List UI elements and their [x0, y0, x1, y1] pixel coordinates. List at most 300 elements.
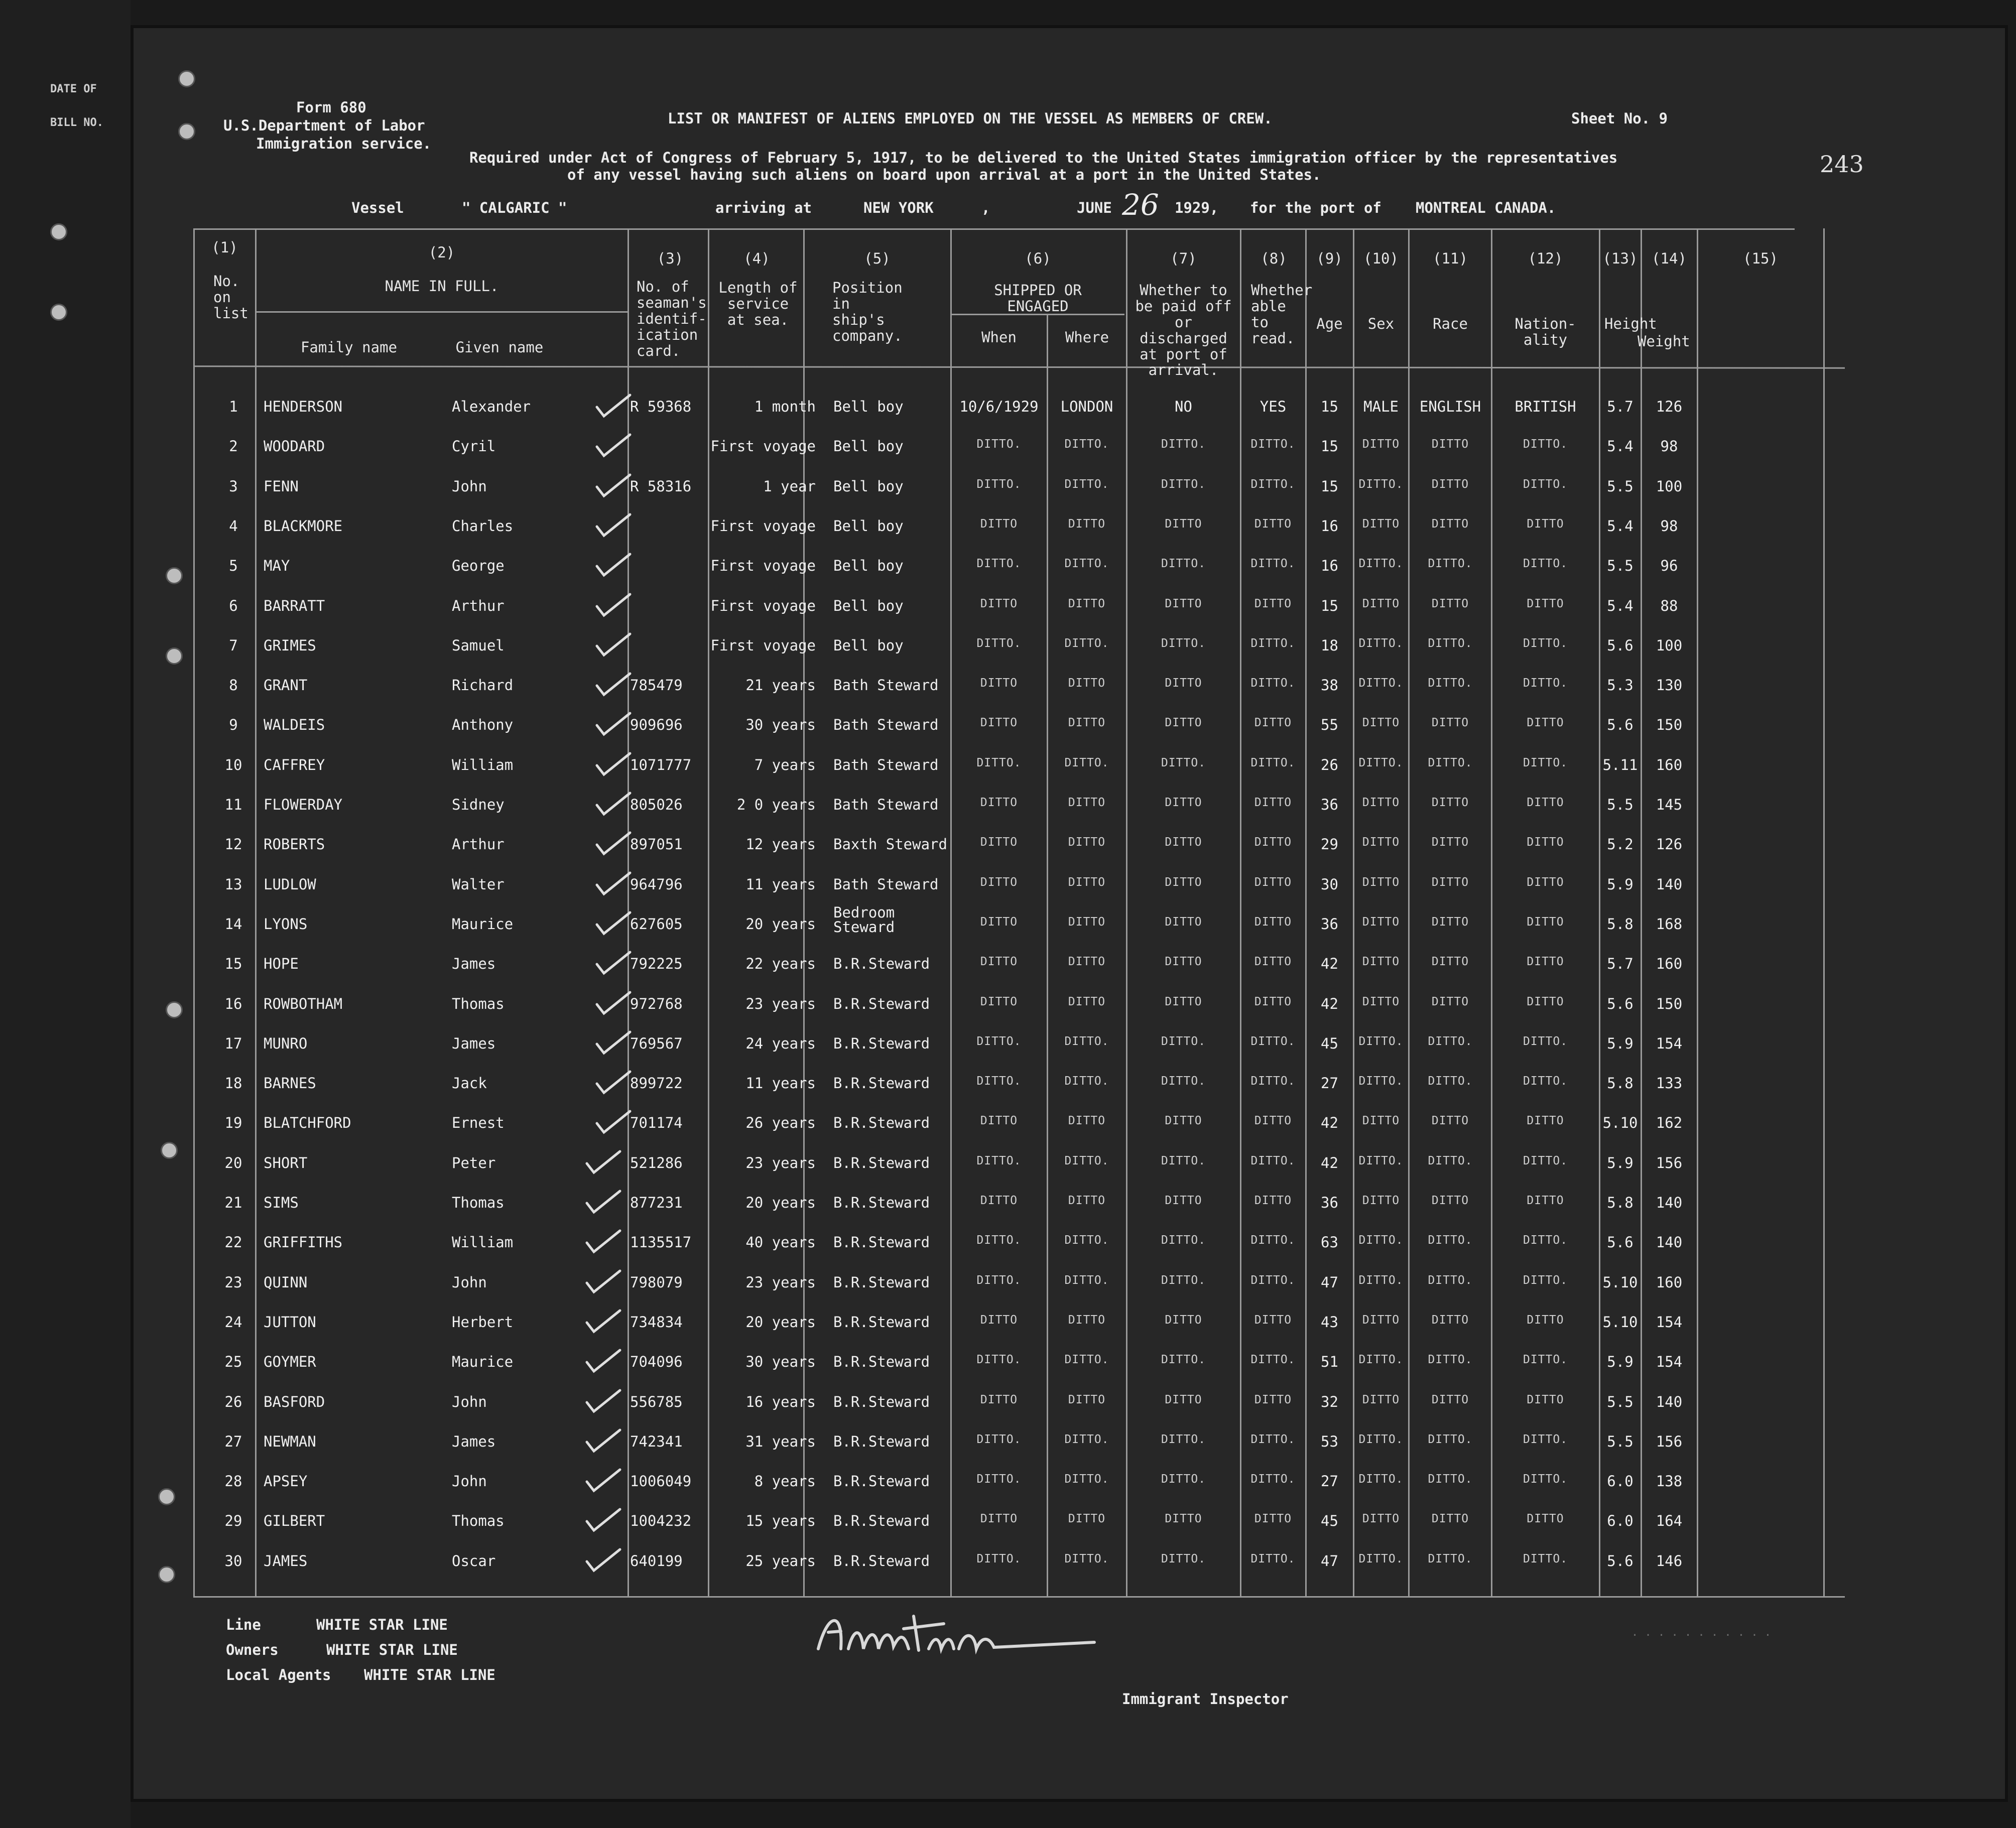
given-name-cell: Cyril: [452, 438, 496, 455]
age-cell: 38: [1321, 677, 1338, 694]
paid-off-cell: DITTO.: [1161, 636, 1206, 650]
weight-cell: 154: [1656, 1353, 1683, 1371]
seaman-card-cell: 521286: [630, 1154, 683, 1171]
age-cell: 15: [1321, 438, 1338, 455]
height-cell: 5.8: [1607, 1075, 1633, 1092]
service-length-cell: 11 years: [745, 875, 816, 893]
col4-header: Length of service at sea.: [718, 279, 798, 328]
paid-off-cell: NO: [1175, 398, 1192, 415]
seaman-card-cell: R 58316: [630, 477, 692, 495]
service-length-cell: 31 years: [745, 1432, 816, 1450]
col-rule: [803, 228, 805, 1596]
seaman-card-cell: 897051: [630, 836, 683, 853]
act-requirement-line-2: of any vessel having such aliens on board upon arrival at a port in the United States.: [567, 166, 1321, 183]
able-to-read-cell: DITTO: [1254, 1114, 1292, 1128]
service-length-cell: 40 years: [745, 1234, 816, 1251]
shipped-where-cell: DITTO.: [1064, 756, 1109, 769]
position-cell: B.R.Steward: [833, 1393, 930, 1410]
race-cell: DITTO: [1431, 1194, 1469, 1207]
service-length-cell: 24 years: [745, 1034, 816, 1052]
sex-cell: DITTO.: [1358, 636, 1404, 650]
row-number: 23: [224, 1273, 242, 1291]
service-length-cell: 7 years: [754, 756, 816, 773]
owners-label: Owners: [226, 1641, 279, 1658]
row-number: 25: [224, 1353, 242, 1371]
shipped-when-cell: DITTO.: [976, 438, 1022, 451]
age-cell: 53: [1321, 1432, 1338, 1450]
family-name-cell: LUDLOW: [264, 875, 316, 893]
shipped-where-cell: DITTO.: [1064, 477, 1109, 491]
shipped-where-cell: DITTO: [1068, 1313, 1106, 1327]
col9-number: (9): [1316, 250, 1343, 267]
check-mark-icon: [595, 473, 632, 498]
age-cell: 15: [1321, 398, 1338, 415]
race-cell: DITTO.: [1428, 756, 1473, 769]
nationality-cell: DITTO.: [1523, 1273, 1568, 1287]
given-name-cell: Walter: [452, 875, 505, 893]
race-cell: DITTO: [1431, 438, 1469, 451]
sex-cell: DITTO.: [1358, 1552, 1404, 1565]
service-length-cell: First voyage: [710, 438, 816, 455]
row-number: 4: [229, 517, 238, 535]
age-cell: 18: [1321, 636, 1338, 654]
sex-cell: DITTO: [1362, 995, 1400, 1008]
check-mark-icon: [595, 672, 632, 697]
row-number: 27: [224, 1432, 242, 1450]
col1-header: No. on list: [213, 273, 248, 322]
nationality-cell: DITTO.: [1523, 557, 1568, 571]
check-mark-icon: [595, 711, 632, 736]
given-name-cell: Arthur: [452, 836, 505, 853]
col-rule: [1126, 228, 1127, 1596]
check-mark-icon: [585, 1547, 622, 1573]
able-to-read-cell: DITTO: [1254, 796, 1292, 809]
nationality-cell: DITTO: [1527, 995, 1564, 1008]
seaman-card-cell: 640199: [630, 1552, 683, 1570]
given-name-cell: Thomas: [452, 1512, 505, 1530]
paid-off-cell: DITTO.: [1161, 1552, 1206, 1565]
service-length-cell: 2 0 years: [736, 796, 816, 813]
able-to-read-cell: DITTO: [1254, 597, 1292, 610]
agents-value: WHITE STAR LINE: [364, 1666, 495, 1683]
height-cell: 5.10: [1602, 1273, 1638, 1291]
sex-cell: DITTO.: [1358, 1154, 1404, 1167]
height-cell: 5.5: [1607, 796, 1633, 813]
check-mark-icon: [595, 512, 632, 538]
nationality-cell: DITTO.: [1523, 1353, 1568, 1367]
position-cell: Bell boy: [833, 597, 904, 614]
shipped-when-cell: DITTO: [980, 597, 1018, 610]
shipped-when-cell: DITTO: [980, 875, 1018, 889]
check-mark-icon: [595, 1109, 632, 1134]
able-to-read-cell: DITTO.: [1250, 438, 1296, 451]
family-name-header: Family name: [300, 339, 398, 356]
col-rule: [1823, 228, 1825, 1596]
seaman-card-cell: 798079: [630, 1273, 683, 1291]
position-cell: B.R.Steward: [833, 1473, 930, 1490]
paid-off-cell: DITTO.: [1161, 1234, 1206, 1247]
race-cell: DITTO.: [1428, 1353, 1473, 1367]
position-cell: B.R.Steward: [833, 1353, 930, 1371]
check-mark-icon: [585, 1348, 622, 1373]
paid-off-cell: DITTO.: [1161, 1353, 1206, 1367]
able-to-read-cell: DITTO.: [1250, 557, 1296, 571]
col-rule: [193, 228, 195, 1596]
col3-number: (3): [657, 250, 684, 267]
binder-hole: [158, 1566, 175, 1583]
margin-label-date: DATE OF: [50, 83, 97, 95]
weight-cell: 98: [1660, 438, 1678, 455]
able-to-read-cell: DITTO: [1254, 955, 1292, 969]
col-rule: [950, 228, 952, 1596]
given-name-cell: Samuel: [452, 636, 505, 654]
owners-value: WHITE STAR LINE: [326, 1641, 458, 1658]
nationality-cell: BRITISH: [1515, 398, 1576, 415]
inspector-title: Immigrant Inspector: [1122, 1690, 1289, 1708]
weight-cell: 162: [1656, 1114, 1683, 1132]
check-mark-icon: [595, 393, 632, 418]
sex-cell: DITTO: [1362, 875, 1400, 889]
given-name-cell: Ernest: [452, 1114, 505, 1132]
check-mark-icon: [585, 1468, 622, 1493]
weight-cell: 154: [1656, 1034, 1683, 1052]
service-length-cell: 30 years: [745, 1353, 816, 1371]
act-requirement-line-1: Required under Act of Congress of February 5, 1917, to be delivered to the United States immigration officer by the representatives: [469, 149, 1618, 166]
shipped-where-cell: DITTO.: [1064, 1552, 1109, 1565]
family-name-cell: SIMS: [264, 1194, 299, 1211]
shipped-where-cell: DITTO.: [1064, 1353, 1109, 1367]
sex-cell: DITTO: [1362, 716, 1400, 730]
paid-off-cell: DITTO.: [1161, 1154, 1206, 1167]
weight-cell: 140: [1656, 1393, 1683, 1410]
service-length-cell: 8 years: [754, 1473, 816, 1490]
nationality-cell: DITTO.: [1523, 1034, 1568, 1048]
col3-header: No. of seaman's identif- ication card.: [637, 278, 707, 359]
col9-header: Age: [1316, 315, 1343, 332]
seaman-card-cell: 1071777: [630, 756, 692, 773]
binder-hole: [50, 223, 67, 240]
col12-header: Nation- ality: [1515, 315, 1576, 348]
family-name-cell: ROBERTS: [264, 836, 325, 853]
shipped-when-cell: DITTO.: [976, 557, 1022, 571]
nationality-cell: DITTO.: [1523, 1075, 1568, 1088]
family-name-cell: FLOWERDAY: [264, 796, 343, 813]
family-name-cell: HOPE: [264, 955, 299, 973]
given-name-cell: Alexander: [452, 398, 531, 415]
row-number: 5: [229, 557, 238, 575]
position-cell: Bell boy: [833, 438, 904, 455]
seaman-card-cell: 1004232: [630, 1512, 692, 1530]
race-cell: DITTO.: [1428, 1432, 1473, 1446]
weight-cell: 146: [1656, 1552, 1683, 1570]
sex-cell: MALE: [1363, 398, 1399, 415]
col5-number: (5): [864, 250, 891, 267]
col6-header: SHIPPED OR ENGAGED: [994, 282, 1082, 315]
family-name-cell: GRIFFITHS: [264, 1234, 343, 1251]
col-rule: [1697, 228, 1698, 1596]
family-name-cell: GRANT: [264, 677, 308, 694]
nationality-cell: DITTO: [1527, 796, 1564, 809]
paid-off-cell: DITTO: [1165, 995, 1202, 1008]
check-mark-icon: [595, 871, 632, 896]
position-cell: B.R.Steward: [833, 955, 930, 973]
nationality-cell: DITTO: [1527, 836, 1564, 849]
position-cell: B.R.Steward: [833, 1432, 930, 1450]
position-cell: Bedroom Steward: [833, 903, 895, 936]
check-mark-icon: [595, 990, 632, 1015]
col-rule: [1240, 228, 1241, 1596]
given-name-cell: John: [452, 1473, 487, 1490]
given-name-cell: Anthony: [452, 716, 514, 734]
col14-number: (14): [1652, 250, 1687, 267]
service-length-cell: 25 years: [745, 1552, 816, 1570]
family-name-cell: LYONS: [264, 915, 308, 933]
weight-cell: 160: [1656, 1273, 1683, 1291]
binder-hole: [166, 647, 183, 665]
arriving-label: arriving at: [715, 199, 812, 216]
able-to-read-cell: DITTO.: [1250, 1234, 1296, 1247]
col2-number: (2): [428, 244, 455, 261]
seaman-card-cell: 899722: [630, 1075, 683, 1092]
nationality-cell: DITTO: [1527, 1114, 1564, 1128]
shipped-where-cell: DITTO: [1068, 677, 1106, 690]
weight-cell: 126: [1656, 836, 1683, 853]
family-name-cell: GOYMER: [264, 1353, 316, 1371]
col7-number: (7): [1170, 250, 1197, 267]
col12-number: (12): [1528, 250, 1563, 267]
row-number: 2: [229, 438, 238, 455]
shipped-where-header: Where: [1065, 329, 1109, 346]
sheet-number: Sheet No. 9: [1571, 110, 1668, 127]
height-cell: 5.6: [1607, 716, 1633, 734]
row-number: 21: [224, 1194, 242, 1211]
race-cell: DITTO.: [1428, 1075, 1473, 1088]
check-mark-icon: [585, 1229, 622, 1254]
check-mark-icon: [585, 1507, 622, 1532]
age-cell: 45: [1321, 1512, 1338, 1530]
weight-cell: 100: [1656, 477, 1683, 495]
given-name-header: Given name: [455, 339, 544, 356]
sex-cell: DITTO.: [1358, 1273, 1404, 1287]
col15-number: (15): [1743, 250, 1778, 267]
age-cell: 30: [1321, 875, 1338, 893]
age-cell: 42: [1321, 1114, 1338, 1132]
paid-off-cell: DITTO: [1165, 836, 1202, 849]
row-number: 17: [224, 1034, 242, 1052]
shipped-where-cell: DITTO.: [1064, 557, 1109, 571]
weight-cell: 126: [1656, 398, 1683, 415]
given-name-cell: William: [452, 756, 514, 773]
comma: ,: [981, 199, 990, 216]
paid-off-cell: DITTO.: [1161, 477, 1206, 491]
paid-off-cell: DITTO: [1165, 1313, 1202, 1327]
seaman-card-cell: 909696: [630, 716, 683, 734]
given-name-cell: James: [452, 955, 496, 973]
family-name-cell: FENN: [264, 477, 299, 495]
binder-hole: [158, 1488, 175, 1505]
height-cell: 5.6: [1607, 1552, 1633, 1570]
family-name-cell: BLACKMORE: [264, 517, 343, 535]
given-name-cell: John: [452, 477, 487, 495]
age-cell: 42: [1321, 995, 1338, 1012]
row-number: 13: [224, 875, 242, 893]
sex-cell: DITTO.: [1358, 1353, 1404, 1367]
seaman-card-cell: 1135517: [630, 1234, 692, 1251]
paid-off-cell: DITTO: [1165, 517, 1202, 531]
col2-header: NAME IN FULL.: [385, 278, 499, 295]
row-number: 16: [224, 995, 242, 1012]
height-cell: 5.8: [1607, 915, 1633, 933]
able-to-read-cell: DITTO: [1254, 836, 1292, 849]
able-to-read-cell: DITTO.: [1250, 477, 1296, 491]
col-rule: [708, 228, 709, 1596]
seaman-card-cell: 627605: [630, 915, 683, 933]
seaman-card-cell: R 59368: [630, 398, 692, 415]
race-cell: DITTO: [1431, 1512, 1469, 1526]
shipped-where-cell: DITTO.: [1064, 1273, 1109, 1287]
col13-header: Height: [1604, 315, 1657, 332]
inspector-signature: [813, 1601, 1104, 1661]
sex-cell: DITTO: [1362, 1393, 1400, 1406]
check-mark-icon: [595, 1070, 632, 1095]
position-cell: Bell boy: [833, 398, 904, 415]
height-cell: 5.9: [1607, 1034, 1633, 1052]
nationality-cell: DITTO.: [1523, 1432, 1568, 1446]
able-to-read-cell: DITTO: [1254, 1393, 1292, 1406]
service-length-cell: 15 years: [745, 1512, 816, 1530]
position-cell: Bell boy: [833, 557, 904, 575]
shipped-where-cell: DITTO.: [1064, 1432, 1109, 1446]
shipped-where-cell: DITTO.: [1064, 438, 1109, 451]
given-name-cell: Thomas: [452, 995, 505, 1012]
able-to-read-cell: DITTO: [1254, 1512, 1292, 1526]
shipped-when-cell: DITTO.: [976, 1154, 1022, 1167]
height-cell: 6.0: [1607, 1512, 1633, 1530]
position-cell: Bell boy: [833, 636, 904, 654]
position-cell: Bath Steward: [833, 796, 939, 813]
shipped-where-cell: DITTO.: [1064, 1034, 1109, 1048]
check-mark-icon: [585, 1428, 622, 1453]
line-label: Line: [226, 1616, 261, 1633]
height-cell: 5.5: [1607, 557, 1633, 575]
page-title: LIST OR MANIFEST OF ALIENS EMPLOYED ON THE VESSEL AS MEMBERS OF CREW.: [668, 110, 1273, 127]
family-name-cell: BLATCHFORD: [264, 1114, 351, 1132]
seaman-card-cell: 769567: [630, 1034, 683, 1052]
seaman-card-cell: 792225: [630, 955, 683, 973]
race-cell: DITTO: [1431, 1313, 1469, 1327]
row-number: 18: [224, 1075, 242, 1092]
service-length-cell: 23 years: [745, 995, 816, 1012]
row-number: 9: [229, 716, 238, 734]
position-cell: B.R.Steward: [833, 1194, 930, 1211]
shipped-where-cell: DITTO: [1068, 1194, 1106, 1207]
col14-header: Weight: [1637, 333, 1690, 350]
weight-cell: 150: [1656, 995, 1683, 1012]
height-cell: 5.4: [1607, 597, 1633, 614]
nationality-cell: DITTO.: [1523, 1154, 1568, 1167]
shipped-where-cell: DITTO: [1068, 517, 1106, 531]
age-cell: 27: [1321, 1075, 1338, 1092]
race-cell: DITTO.: [1428, 1552, 1473, 1565]
sex-cell: DITTO.: [1358, 756, 1404, 769]
service-length-cell: 1 month: [754, 398, 816, 415]
given-name-cell: John: [452, 1273, 487, 1291]
given-name-cell: William: [452, 1234, 514, 1251]
age-cell: 16: [1321, 517, 1338, 535]
service-length-cell: 20 years: [745, 915, 816, 933]
agents-label: Local Agents: [226, 1666, 331, 1683]
row-number: 24: [224, 1313, 242, 1331]
paid-off-cell: DITTO: [1165, 716, 1202, 730]
height-cell: 5.11: [1602, 756, 1638, 773]
col4-number: (4): [743, 250, 770, 267]
family-name-cell: QUINN: [264, 1273, 308, 1291]
weight-cell: 140: [1656, 1194, 1683, 1211]
family-name-cell: BARNES: [264, 1075, 316, 1092]
nationality-cell: DITTO.: [1523, 438, 1568, 451]
service-length-cell: 12 years: [745, 836, 816, 853]
weight-cell: 150: [1656, 716, 1683, 734]
race-cell: DITTO.: [1428, 1154, 1473, 1167]
family-name-cell: BARRATT: [264, 597, 325, 614]
col10-header: Sex: [1367, 315, 1395, 332]
col-rule: [1353, 228, 1354, 1596]
position-cell: B.R.Steward: [833, 1552, 930, 1570]
shipped-when-cell: DITTO.: [976, 1234, 1022, 1247]
race-cell: DITTO.: [1428, 636, 1473, 650]
col1-number: (1): [211, 239, 238, 256]
department-name: U.S.Department of Labor: [223, 117, 425, 134]
age-cell: 47: [1321, 1552, 1338, 1570]
position-cell: B.R.Steward: [833, 1273, 930, 1291]
nationality-cell: DITTO: [1527, 716, 1564, 730]
nationality-cell: DITTO: [1527, 517, 1564, 531]
nationality-cell: DITTO.: [1523, 756, 1568, 769]
shipped-when-cell: DITTO: [980, 796, 1018, 809]
height-cell: 5.9: [1607, 1353, 1633, 1371]
race-cell: DITTO: [1431, 517, 1469, 531]
shipped-where-cell: DITTO: [1068, 875, 1106, 889]
col-rule: [1599, 228, 1600, 1596]
age-cell: 15: [1321, 597, 1338, 614]
row-number: 7: [229, 636, 238, 654]
service-length-cell: First voyage: [710, 597, 816, 614]
age-cell: 32: [1321, 1393, 1338, 1410]
row-number: 20: [224, 1154, 242, 1171]
able-to-read-cell: DITTO: [1254, 995, 1292, 1008]
shipped-where-cell: DITTO: [1068, 597, 1106, 610]
form-number: Form 680: [296, 99, 366, 116]
row-number: 14: [224, 915, 242, 933]
paid-off-cell: DITTO: [1165, 1114, 1202, 1128]
service-length-cell: 26 years: [745, 1114, 816, 1132]
age-cell: 16: [1321, 557, 1338, 575]
check-mark-icon: [595, 831, 632, 856]
position-cell: Bath Steward: [833, 716, 939, 734]
age-cell: 45: [1321, 1034, 1338, 1052]
given-name-cell: James: [452, 1432, 496, 1450]
shipped-where-cell: DITTO.: [1064, 636, 1109, 650]
race-cell: ENGLISH: [1419, 398, 1481, 415]
line-value: WHITE STAR LINE: [316, 1616, 448, 1633]
shipped-where-cell: DITTO: [1068, 1393, 1106, 1406]
given-name-cell: Charles: [452, 517, 514, 535]
position-cell: Baxth Steward: [833, 836, 947, 853]
given-name-cell: Sidney: [452, 796, 505, 813]
col5-header: Position in ship's company.: [832, 279, 903, 344]
given-name-cell: John: [452, 1393, 487, 1410]
check-mark-icon: [595, 592, 632, 617]
